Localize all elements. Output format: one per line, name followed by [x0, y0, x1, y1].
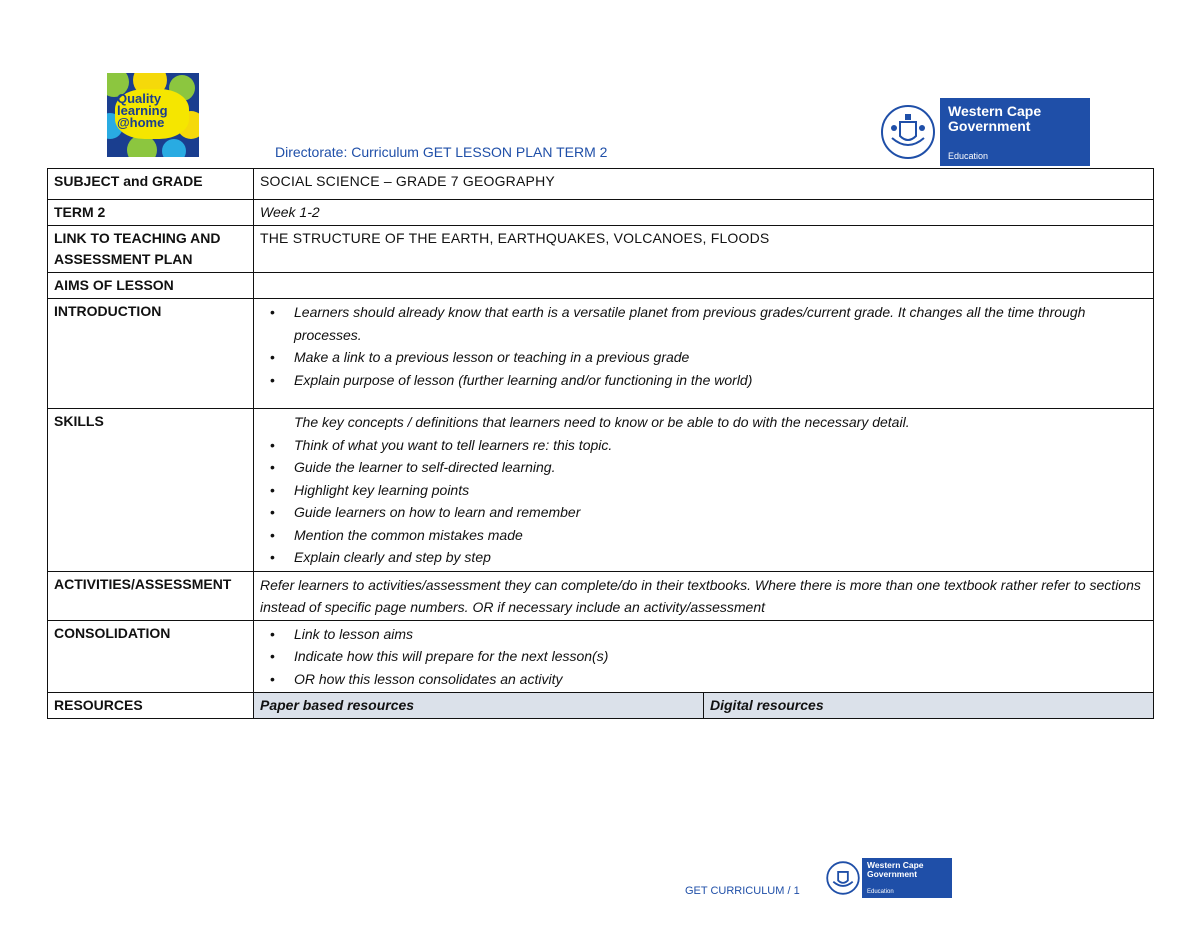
- consolidation-label: CONSOLIDATION: [48, 620, 254, 693]
- list-item: • Explain purpose of lesson (further learning and/or functioning in the world): [294, 369, 1147, 392]
- list-item: • Guide the learner to self-directed learning.: [294, 456, 1147, 479]
- list-item: • Highlight key learning points: [294, 479, 1147, 502]
- introduction-value: [254, 299, 1154, 409]
- quality-learning-logo: [107, 73, 199, 157]
- link-label: LINK TO TEACHING AND ASSESSMENT PLAN: [48, 226, 254, 273]
- coat-of-arms-icon: [880, 104, 936, 160]
- row-resources: [48, 693, 1154, 719]
- logo-line-2: learning: [117, 103, 168, 118]
- list-item: • Explain clearly and step by step: [294, 546, 1147, 569]
- row-consolidation: [48, 620, 1154, 693]
- subject-value: SOCIAL SCIENCE – GRADE 7 GEOGRAPHY: [254, 169, 1154, 200]
- skills-label: SKILLS: [48, 409, 254, 572]
- aims-value: [254, 273, 1154, 299]
- activities-value: Refer learners to activities/assessment they can complete/do in their textbooks. Where there is more than one textbook rather refer to sections instead of specific page numbers. OR if necessary include an activity/assessment: [254, 571, 1154, 620]
- paper-resources-header: Paper based resources: [254, 693, 704, 719]
- list-item: • Link to lesson aims: [294, 623, 1147, 646]
- term-label: TERM 2: [48, 200, 254, 226]
- row-aims: [48, 273, 1154, 299]
- wcg-footer-sub: Education: [867, 889, 894, 895]
- list-item: • Guide learners on how to learn and remember: [294, 501, 1147, 524]
- skills-intro: The key concepts / definitions that learners need to know or be able to do with the necessary detail.: [294, 414, 910, 430]
- row-skills: [48, 409, 1154, 572]
- aims-label: AIMS OF LESSON: [48, 273, 254, 299]
- wcg-name-line1: Western Cape: [948, 103, 1042, 119]
- row-activities: [48, 571, 1154, 620]
- footer-page-label: GET CURRICULUM / 1: [685, 885, 800, 897]
- link-value: THE STRUCTURE OF THE EARTH, EARTHQUAKES, VOLCANOES, FLOODS: [254, 226, 1154, 273]
- logo-line-3: @home: [117, 115, 165, 130]
- list-item: • OR how this lesson consolidates an activity: [294, 668, 1147, 691]
- wcg-footer-logo: [824, 858, 952, 898]
- skills-value: [254, 409, 1154, 572]
- directorate-title: Directorate: Curriculum GET LESSON PLAN TERM 2: [275, 144, 608, 160]
- wcg-footer-name-line2: Government: [867, 869, 918, 879]
- list-item: • Mention the common mistakes made: [294, 524, 1147, 547]
- term-value: Week 1-2: [254, 200, 1154, 226]
- row-introduction: [48, 299, 1154, 409]
- wcg-logo: [876, 98, 1090, 166]
- coat-of-arms-icon: [826, 861, 860, 895]
- list-item: • Make a link to a previous lesson or teaching in a previous grade: [294, 346, 1147, 369]
- subject-label: SUBJECT and GRADE: [48, 169, 254, 200]
- wcg-name-line2: Government: [948, 118, 1031, 134]
- introduction-label: INTRODUCTION: [48, 299, 254, 409]
- row-link: [48, 226, 1154, 273]
- list-item: • Think of what you want to tell learners re: this topic.: [294, 434, 1147, 457]
- lesson-plan-table: [47, 168, 1154, 719]
- row-subject: [48, 169, 1154, 200]
- activities-label: ACTIVITIES/ASSESSMENT: [48, 571, 254, 620]
- list-item: • Learners should already know that earth is a versatile planet from previous grades/current grade. It changes all the time through processes.: [294, 301, 1147, 346]
- row-term: [48, 200, 1154, 226]
- logo-line-1: Quality: [117, 91, 162, 106]
- consolidation-value: [254, 620, 1154, 693]
- wcg-footer-name-line1: Western Cape: [867, 860, 924, 870]
- digital-resources-header: Digital resources: [704, 693, 1154, 719]
- list-item: • Indicate how this will prepare for the next lesson(s): [294, 645, 1147, 668]
- wcg-sub: Education: [948, 151, 989, 161]
- resources-label: RESOURCES: [48, 693, 254, 719]
